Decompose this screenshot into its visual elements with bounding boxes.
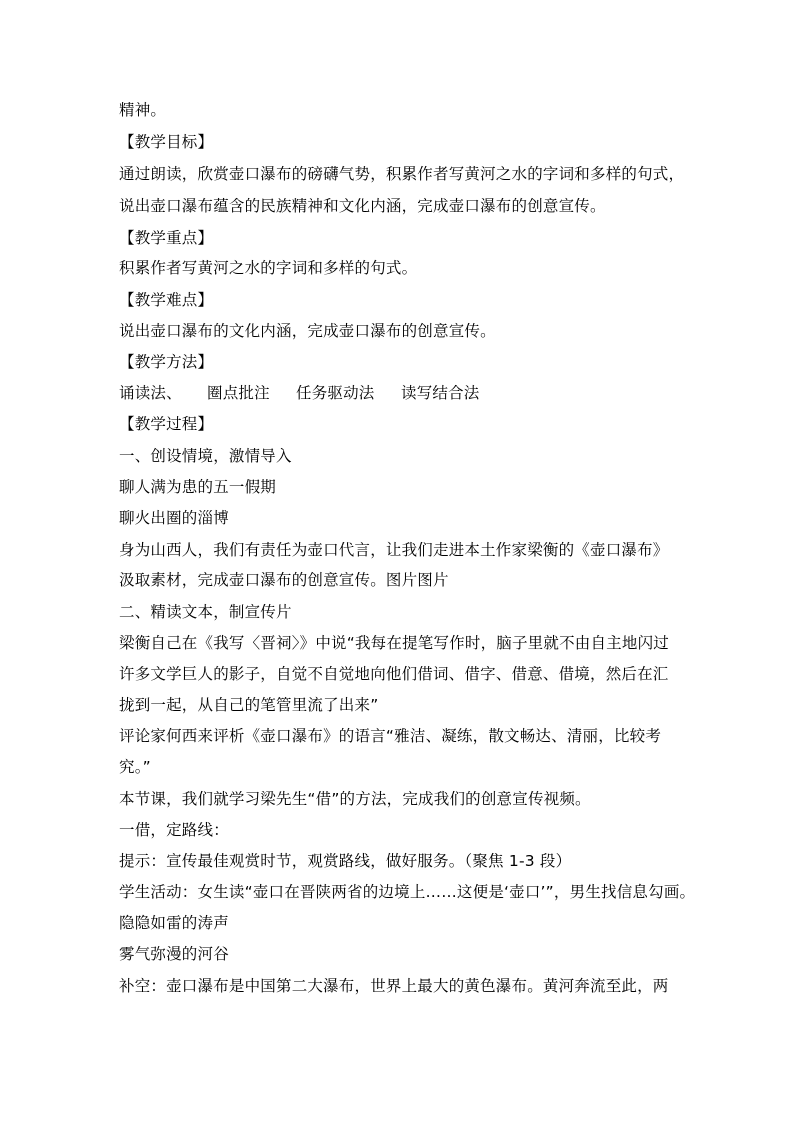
text-line: 拢到一起，从自己的笔管里流了出来”	[119, 696, 379, 714]
text-line: 说出壶口瀑布的文化内涵，完成壶口瀑布的创意宣传。	[119, 322, 496, 340]
text-line: 汲取素材，完成壶口瀑布的创意宣传。图片图片	[119, 571, 449, 589]
text-line: 说出壶口瀑布蕴含的民族精神和文化内涵，完成壶口瀑布的创意宣传。	[119, 197, 606, 215]
section-heading-process: 【教学过程】	[119, 415, 214, 433]
section-heading-goals: 【教学目标】	[119, 133, 214, 151]
text-line: 许多文学巨人的影子，自觉不自觉地向他们借词、借字、借意、借境，然后在汇	[119, 665, 669, 683]
text-line: 精神。	[119, 101, 167, 119]
method-item: 诵读法、	[119, 384, 182, 402]
text-line: 隐隐如雷的涛声	[119, 914, 229, 932]
method-item: 读写结合法	[401, 384, 480, 402]
text-line: 补空：壶口瀑布是中国第二大瀑布，世界上最大的黄色瀑布。黄河奔流至此，两	[119, 977, 669, 995]
text-line: 聊火出圈的淄博	[119, 509, 229, 527]
text-line: 评论家何西来评析《壶口瀑布》的语言“雅洁、凝练，散文畅达、清丽，比较考	[119, 727, 662, 745]
text-line: 聊人满为患的五一假期	[119, 478, 277, 496]
text-line: 学生活动：女生读“壶口在晋陕两省的边境上……这便是‘壶口’”，男生找信息勾画。	[119, 883, 696, 901]
text-line: 雾气弥漫的河谷	[119, 945, 229, 963]
section-heading-methods: 【教学方法】	[119, 353, 214, 371]
subsection-heading: 一、创设情境，激情导入	[119, 447, 292, 465]
section-heading-difficulty: 【教学难点】	[119, 291, 214, 309]
subsection-heading: 二、精读文本，制宣传片	[119, 603, 292, 621]
text-line: 身为山西人，我们有责任为壶口代言，让我们走进本土作家梁衡的《壶口瀑布》	[119, 541, 669, 559]
method-item: 任务驱动法	[296, 384, 375, 402]
text-line: 提示：宣传最佳观赏时节，观赏路线，做好服务。（聚焦 1-3 段）	[119, 852, 572, 870]
text-line: 通过朗读，欣赏壶口瀑布的磅礴气势，积累作者写黄河之水的字词和多样的句式，	[119, 165, 685, 183]
text-line: 积累作者写黄河之水的字词和多样的句式。	[119, 259, 418, 277]
text-line: 一借，定路线：	[119, 821, 229, 839]
text-line: 究。”	[119, 758, 151, 776]
text-line: 本节课，我们就学习梁先生“借”的方法，完成我们的创意宣传视频。	[119, 790, 591, 808]
text-line: 梁衡自己在《我写〈晋祠〉》中说“我每在提笔写作时，脑子里就不由自主地闪过	[119, 634, 669, 652]
method-item: 圈点批注	[207, 384, 270, 402]
methods-line	[119, 383, 480, 403]
section-heading-focus: 【教学重点】	[119, 229, 214, 247]
